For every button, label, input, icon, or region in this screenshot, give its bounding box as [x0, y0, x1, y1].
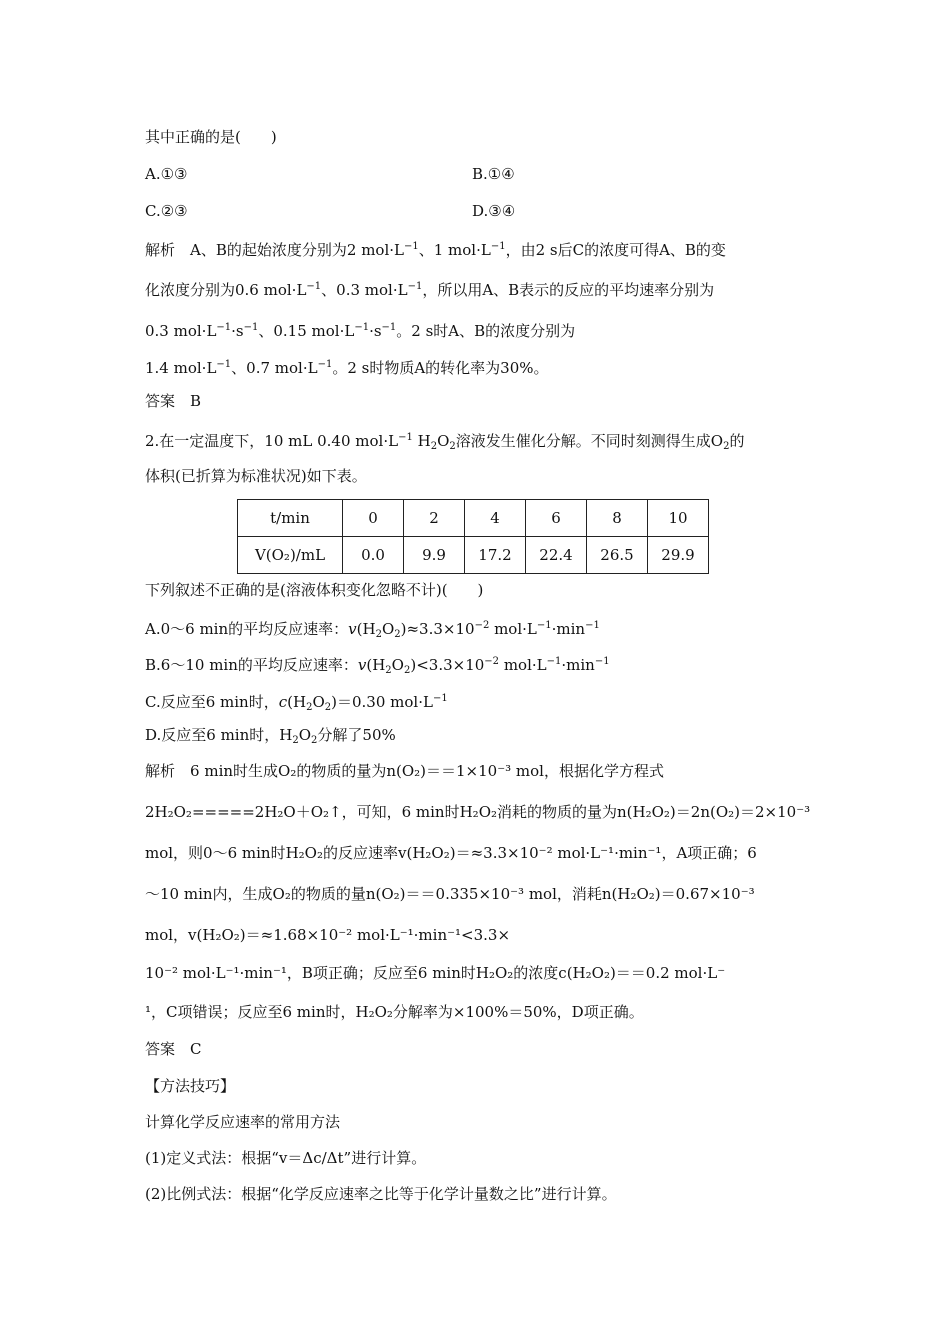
table-cell: 10	[648, 500, 709, 537]
analysis-line: mol，则0～6 min时H₂O₂的反应速率v(H₂O₂)＝≈3.3×10⁻² mol·L⁻¹·min⁻¹，A项正确；6	[145, 844, 757, 862]
option-c: C.反应至6 min时，$c(H_2O_2)=0.30$ $mol\cdot L^{-1}$	[145, 693, 448, 713]
analysis-line: mol，v(H₂O₂)＝≈1.68×10⁻² mol·L⁻¹·min⁻¹<3.3×	[145, 926, 511, 944]
answer-value: C	[190, 1040, 202, 1058]
analysis-line: 1.4 $mol\cdot L^{-1}$、0.7 $mol\cdot L^{-1}$。2 s时物质A的转化率为30%。	[145, 359, 549, 377]
answer-value: B	[190, 392, 202, 410]
answer-line	[145, 1039, 202, 1059]
method-item: (2)比例式法：根据“化学反应速率之比等于化学计量数之比”进行计算。	[145, 1185, 617, 1203]
option-a: A.①③	[145, 165, 188, 183]
table-cell: 4	[465, 500, 526, 537]
section-title: 计算化学反应速率的常用方法	[145, 1113, 341, 1131]
analysis-line: 化浓度分别为0.6 $mol\cdot L^{-1}$、0.3 $mol\cdot L^{-1}$，所以用A、B表示的反应的平均速率分别为	[145, 281, 715, 299]
table-header-cell: V(O₂)/mL	[238, 537, 343, 574]
analysis-line: 2H₂O₂=====2H₂O＋O₂↑，可知，6 min时H₂O₂消耗的物质的量为n(H₂O₂)＝2n(O₂)＝2×10⁻³	[145, 803, 811, 821]
option-d: D.反应至6 min时，$H_2O_2$分解了50%	[145, 726, 396, 746]
table-cell: 9.9	[404, 537, 465, 574]
table-cell: 8	[587, 500, 648, 537]
table-cell: 29.9	[648, 537, 709, 574]
table-row	[238, 500, 709, 537]
table-cell: 2	[404, 500, 465, 537]
table-cell: 22.4	[526, 537, 587, 574]
question-prompt: 其中正确的是( )	[145, 128, 277, 146]
table-header-cell: t/min	[238, 500, 343, 537]
data-table	[237, 499, 709, 574]
table-cell: 26.5	[587, 537, 648, 574]
answer-line	[145, 391, 201, 411]
question-prompt: 下列叙述不正确的是(溶液体积变化忽略不计)( )	[145, 581, 484, 599]
analysis-line: 10⁻² mol·L⁻¹·min⁻¹，B项正确；反应至6 min时H₂O₂的浓度c(H₂O₂)＝＝0.2 mol·L⁻	[145, 964, 726, 982]
answer-label: 答案	[145, 1040, 176, 1058]
table-cell: 0.0	[343, 537, 404, 574]
option-b: B.①④	[472, 165, 515, 183]
table-cell: 6	[526, 500, 587, 537]
table-cell: 17.2	[465, 537, 526, 574]
table-cell: 0	[343, 500, 404, 537]
table-row	[238, 537, 709, 574]
question-stem: 2.在一定温度下，10 mL 0.40 $mol\cdot L^{-1}$ $H_2O_2$溶液发生催化分解。不同时刻测得生成$O_2$的	[145, 432, 745, 452]
option-b: B.6～10 min的平均反应速率：$v(H_2O_2)<3.3\times 10^{-2}$ $mol\cdot L^{-1}\cdot\min^{-1}$	[145, 656, 610, 676]
analysis-line: 解析 6 min时生成O₂的物质的量为n(O₂)＝＝1×10⁻³ mol，根据化学方程式	[145, 762, 664, 780]
section-heading: 【方法技巧】	[145, 1077, 236, 1095]
analysis-line: ¹，C项错误；反应至6 min时，H₂O₂分解率为×100%＝50%，D项正确。	[145, 1003, 644, 1021]
option-a: A.0～6 min的平均反应速率：$v(H_2O_2)\approx 3.3\times 10^{-2}$ $mol\cdot L^{-1}\cdot\min^{-1}$	[145, 620, 600, 640]
option-d: D.③④	[472, 202, 516, 220]
analysis-label: 解析	[145, 241, 176, 259]
analysis-line: 0.3 $mol\cdot L^{-1}\cdot s^{-1}$、0.15 $mol\cdot L^{-1}\cdot s^{-1}$。2 s时A、B的浓度分别为	[145, 322, 576, 340]
question-stem: 体积(已折算为标准状况)如下表。	[145, 467, 367, 485]
answer-label: 答案	[145, 392, 176, 410]
analysis-line: 解析 A、B的起始浓度分别为2 $mol\cdot L^{-1}$、1 $mol\cdot L^{-1}$，由2 s后C的浓度可得A、B的变	[145, 241, 726, 259]
option-c: C.②③	[145, 202, 188, 220]
analysis-line: ～10 min内，生成O₂的物质的量n(O₂)＝＝0.335×10⁻³ mol，消耗n(H₂O₂)＝0.67×10⁻³	[145, 885, 755, 903]
method-item: (1)定义式法：根据“v＝Δc/Δt”进行计算。	[145, 1149, 427, 1167]
analysis-label: 解析	[145, 762, 176, 780]
